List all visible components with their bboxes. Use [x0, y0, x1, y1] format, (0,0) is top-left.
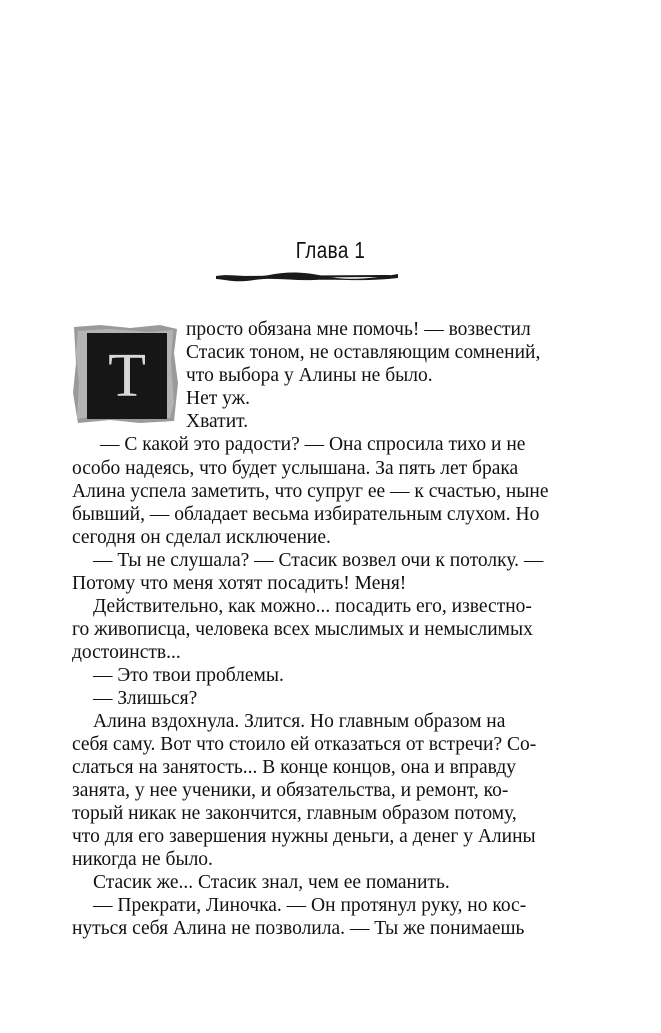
text-line: слаться на занятость... В конце концов, она и вправду: [72, 757, 517, 778]
text-line: го живописца, человека всех мыслимых и немыслимых: [72, 619, 533, 640]
chapter-title: Глава 1: [295, 237, 366, 263]
drop-cap-letter: Т: [108, 342, 146, 410]
text-line: что для его завершения нужны деньги, а денег у Алины: [72, 826, 536, 847]
text-line: — Прекрати, Линочка. — Он протянул руку, но кос-: [93, 895, 527, 916]
text-line: Потому что меня хотят посадить! Меня!: [72, 573, 407, 594]
drop-cap: [70, 323, 180, 425]
text-line: Алина вздохнула. Злится. Но главным образом на: [93, 711, 506, 732]
text-line: Хватит.: [186, 411, 249, 432]
text-line: себя саму. Вот что стоило ей отказаться от встречи? Со-: [72, 734, 537, 755]
chapter-ornament: [214, 268, 400, 284]
text-line: нуться себя Алина не позволила. — Ты же понимаешь: [72, 918, 525, 939]
text-line: Действительно, как можно... посадить его, известно-: [93, 596, 532, 617]
text-line: достоинств...: [72, 642, 181, 663]
text-line: особо надеясь, что будет услышана. За пять лет брака: [72, 458, 519, 479]
text-line: — С какой это радости? — Она спросила тихо и не: [100, 434, 526, 455]
text-line: бывший, — обладает весьма избирательным слухом. Но: [72, 504, 540, 525]
text-line: Алина успела заметить, что супруг ее — к счастью, ныне: [72, 481, 549, 502]
text-line: что выбора у Алины не было.: [186, 365, 433, 386]
text-line: никогда не было.: [72, 849, 213, 870]
text-line: — Ты не слушала? — Стасик возвел очи к потолку. —: [93, 550, 544, 571]
text-line: просто обязана мне помочь! — возвестил: [186, 319, 531, 340]
text-line: — Это твои проблемы.: [93, 665, 284, 686]
text-line: сегодня он сделал исключение.: [72, 527, 331, 548]
text-line: торый никак не закончится, главным образом потому,: [72, 803, 517, 824]
text-line: занята, у нее ученики, и обязательства, и ремонт, ко-: [72, 780, 509, 801]
text-line: Нет уж.: [186, 388, 250, 409]
text-line: Стасик же... Стасик знал, чем ее поманить.: [93, 872, 450, 893]
text-line: Стасик тоном, не оставляющим сомнений,: [186, 342, 541, 363]
text-line: — Злишься?: [93, 688, 198, 709]
